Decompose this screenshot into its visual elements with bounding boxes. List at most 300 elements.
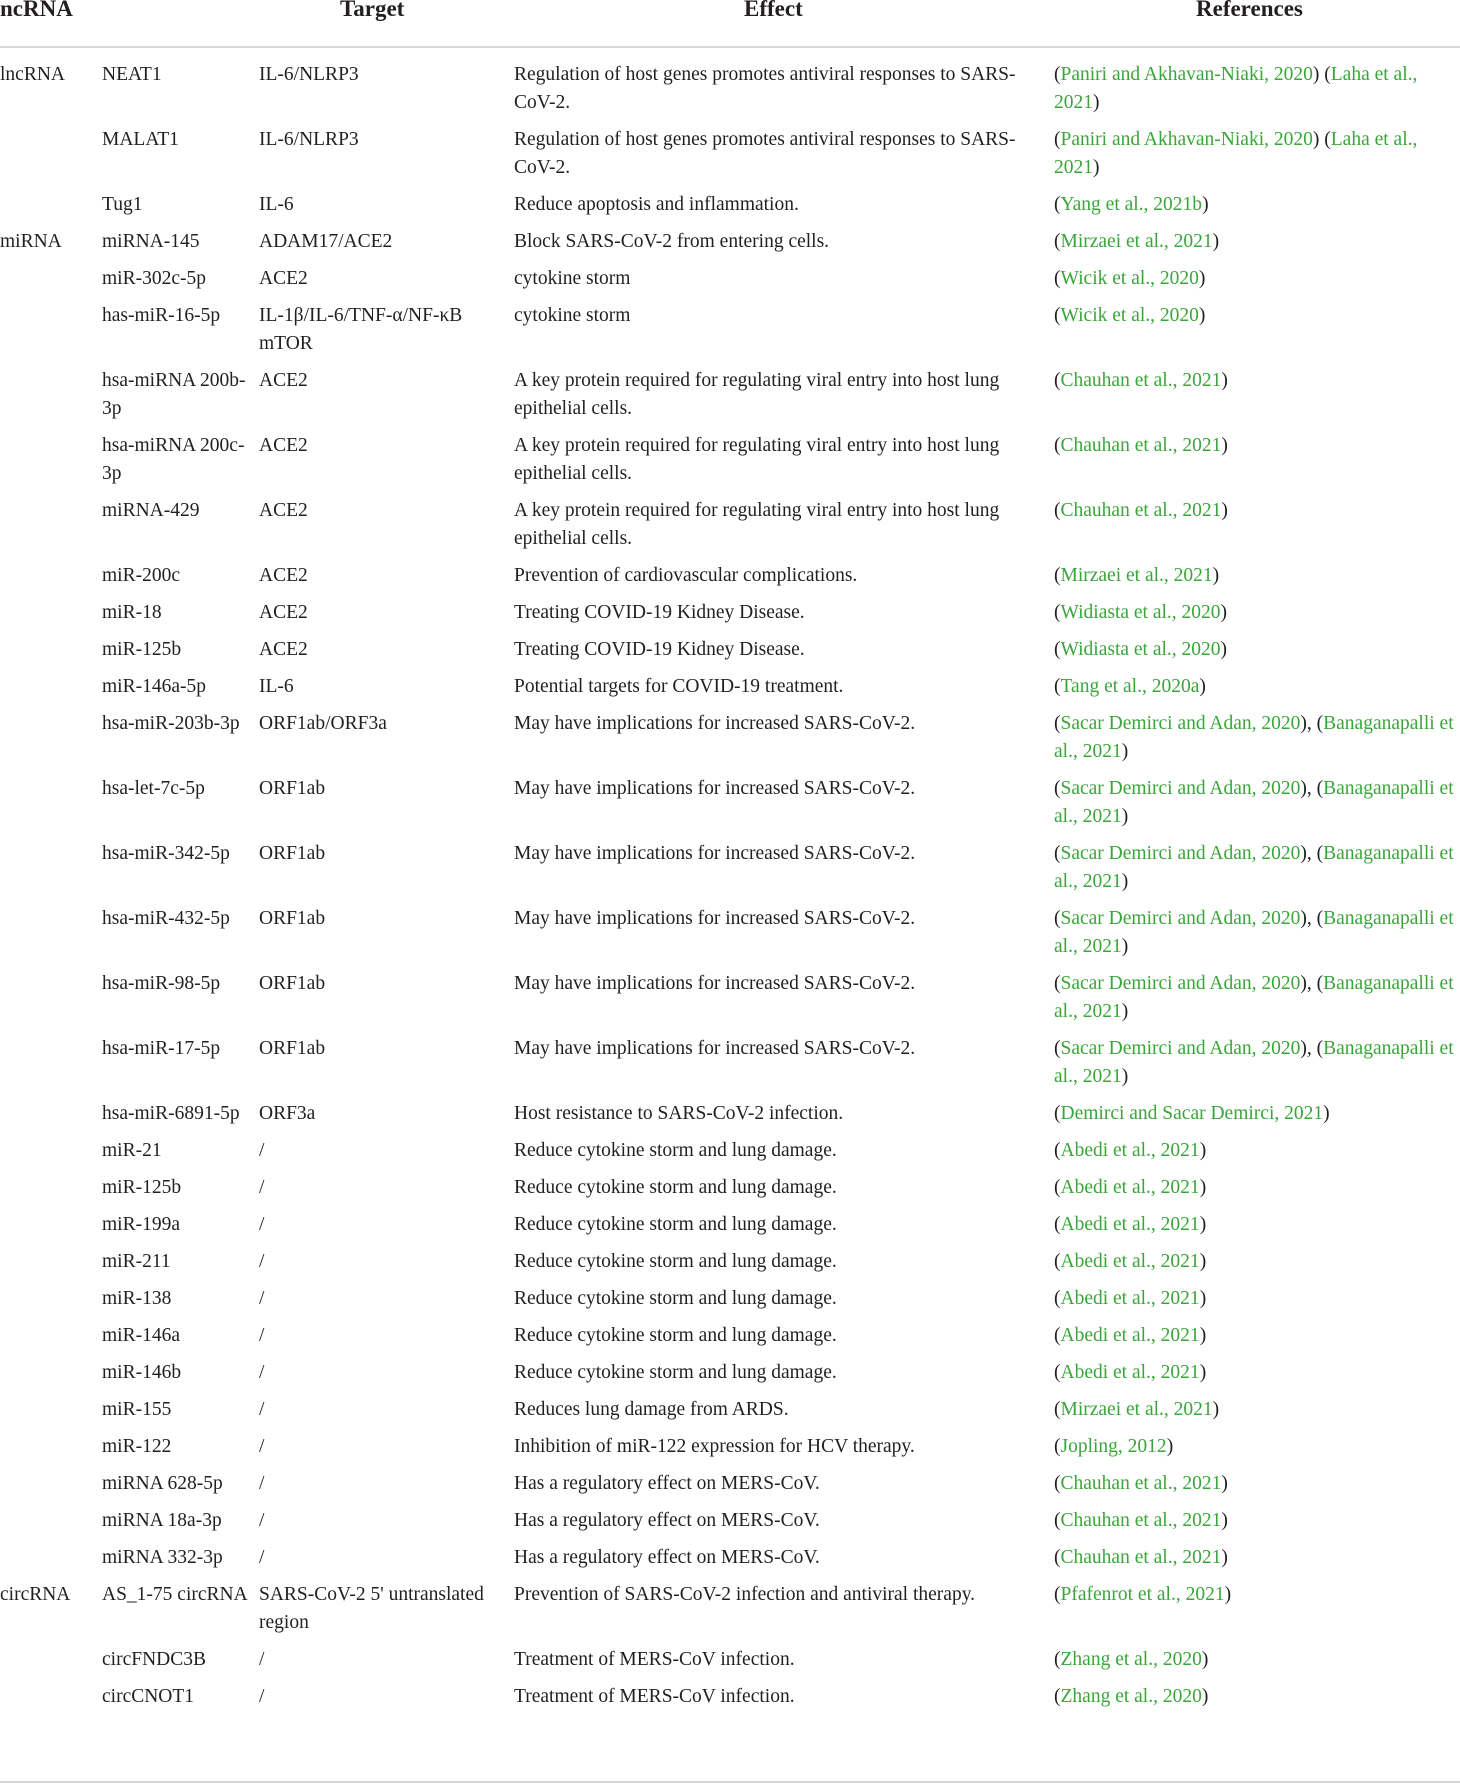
reference-punctuation: (: [1054, 1038, 1061, 1059]
reference-link[interactable]: Widiasta et al., 2020: [1060, 639, 1221, 660]
reference-link[interactable]: Banaganapalli et al., 2021: [1054, 843, 1454, 892]
target-cell: ACE2: [259, 435, 308, 456]
ncrna-name-cell: hsa-miRNA 200b-3p: [102, 370, 246, 419]
reference-punctuation: (: [1054, 1510, 1061, 1531]
target-cell: ACE2: [259, 565, 308, 586]
reference-punctuation: (: [1054, 129, 1061, 150]
reference-link[interactable]: Sacar Demirci and Adan, 2020: [1060, 778, 1301, 799]
effect-cell: Prevention of cardiovascular complications.: [514, 565, 858, 586]
reference-punctuation: ): [1201, 1686, 1209, 1707]
reference-punctuation: (: [1054, 1584, 1061, 1605]
effect-cell: Host resistance to SARS-CoV-2 infection.: [514, 1103, 844, 1124]
reference-link[interactable]: Pfafenrot et al., 2021: [1060, 1584, 1225, 1605]
target-cell: ACE2: [259, 602, 308, 623]
target-cell: ORF1ab: [259, 908, 326, 929]
ncrna-name-cell: miR-146a-5p: [102, 676, 206, 697]
table-row: [0, 1502, 1460, 1539]
table-row: [0, 1206, 1460, 1243]
reference-link[interactable]: Widiasta et al., 2020: [1060, 602, 1221, 623]
target-cell: IL-1β/IL-6/TNF-α/NF-κB mTOR: [259, 305, 463, 354]
references-cell: [1054, 228, 1460, 256]
reference-punctuation: ) (: [1312, 129, 1331, 150]
references-cell: [1054, 599, 1460, 627]
target-cell: SARS-CoV-2 5' untranslated region: [259, 1584, 484, 1633]
reference-link[interactable]: Mirzaei et al., 2021: [1060, 1399, 1213, 1420]
reference-punctuation: ): [1199, 1362, 1207, 1383]
table-bottom-rule: [0, 1781, 1460, 1783]
ncrna-name-cell: miRNA-145: [102, 231, 200, 252]
target-cell: IL-6/NLRP3: [259, 129, 359, 150]
references-cell: [1054, 1211, 1460, 1239]
table-row: [0, 186, 1460, 223]
reference-link[interactable]: Mirzaei et al., 2021: [1060, 231, 1213, 252]
effect-cell: May have implications for increased SARS-CoV-2.: [514, 1038, 916, 1059]
target-cell: /: [259, 1214, 265, 1235]
target-cell: ORF1ab: [259, 973, 326, 994]
reference-punctuation: ): [1212, 565, 1220, 586]
table-row: [0, 492, 1460, 557]
effect-cell: cytokine storm: [514, 268, 631, 289]
effect-cell: Has a regulatory effect on MERS-CoV.: [514, 1547, 820, 1568]
references-cell: [1054, 1035, 1460, 1091]
references-cell: [1054, 1100, 1460, 1128]
ncrna-name-cell: MALAT1: [102, 129, 179, 150]
effect-cell: Reduce cytokine storm and lung damage.: [514, 1251, 837, 1272]
table-row: [0, 1354, 1460, 1391]
reference-punctuation: (: [1054, 1686, 1061, 1707]
reference-link[interactable]: Zhang et al., 2020: [1060, 1649, 1202, 1670]
references-cell: [1054, 1470, 1460, 1498]
reference-punctuation: ): [1121, 1001, 1129, 1022]
table-body: [0, 56, 1460, 1715]
references-cell: [1054, 673, 1460, 701]
ncrna-name-cell: miR-138: [102, 1288, 172, 1309]
table-row: [0, 1030, 1460, 1095]
references-cell: [1054, 1359, 1460, 1387]
ncrna-name-cell: NEAT1: [102, 64, 162, 85]
references-cell: [1054, 1322, 1460, 1350]
ncrna-name-cell: miRNA 18a-3p: [102, 1510, 222, 1531]
references-cell: [1054, 1581, 1460, 1609]
reference-punctuation: ): [1198, 268, 1206, 289]
reference-punctuation: ): [1212, 1399, 1220, 1420]
ncrna-name-cell: hsa-miR-432-5p: [102, 908, 230, 929]
table-row: [0, 260, 1460, 297]
reference-link[interactable]: Chauhan et al., 2021: [1060, 500, 1222, 521]
reference-punctuation: ): [1121, 806, 1129, 827]
effect-cell: A key protein required for regulating viral entry into host lung epithelial cells.: [514, 500, 1000, 549]
target-cell: ORF1ab/ORF3a: [259, 713, 387, 734]
ncrna-name-cell: miR-21: [102, 1140, 162, 1161]
table-row: [0, 1280, 1460, 1317]
ncrna-name-cell: miR-18: [102, 602, 162, 623]
reference-punctuation: ): [1199, 1288, 1207, 1309]
ncrna-name-cell: miR-122: [102, 1436, 172, 1457]
reference-link[interactable]: Tang et al., 2020a: [1060, 676, 1200, 697]
reference-link[interactable]: Chauhan et al., 2021: [1060, 1510, 1222, 1531]
reference-punctuation: (: [1054, 1251, 1061, 1272]
target-cell: ADAM17/ACE2: [259, 231, 393, 252]
references-cell: [1054, 367, 1460, 395]
category-cell: lncRNA: [0, 64, 65, 85]
table-row: [0, 1095, 1460, 1132]
table-row: [0, 631, 1460, 668]
target-cell: IL-6: [259, 676, 294, 697]
references-cell: [1054, 1507, 1460, 1535]
references-cell: [1054, 840, 1460, 896]
reference-punctuation: ): [1221, 370, 1228, 391]
table-row: [0, 297, 1460, 362]
reference-punctuation: ): [1199, 1251, 1207, 1272]
reference-link[interactable]: Abedi et al., 2021: [1060, 1362, 1200, 1383]
ncrna-name-cell: miRNA 628-5p: [102, 1473, 223, 1494]
table-row: [0, 1132, 1460, 1169]
target-cell: ORF1ab: [259, 778, 326, 799]
reference-link[interactable]: Wicik et al., 2020: [1060, 305, 1199, 326]
reference-punctuation: (: [1054, 268, 1061, 289]
header-target: Target: [340, 0, 405, 21]
reference-punctuation: (: [1054, 1177, 1061, 1198]
header-effect: Effect: [744, 0, 803, 21]
reference-punctuation: ): [1121, 936, 1129, 957]
reference-punctuation: (: [1054, 639, 1061, 660]
reference-link[interactable]: Abedi et al., 2021: [1060, 1140, 1200, 1161]
ncrna-name-cell: miR-125b: [102, 639, 182, 660]
reference-link[interactable]: Sacar Demirci and Adan, 2020: [1060, 843, 1301, 864]
references-cell: [1054, 1137, 1460, 1165]
effect-cell: A key protein required for regulating viral entry into host lung epithelial cells.: [514, 435, 1000, 484]
reference-punctuation: ): [1199, 1325, 1207, 1346]
reference-link[interactable]: Sacar Demirci and Adan, 2020: [1060, 973, 1301, 994]
table-row: [0, 427, 1460, 492]
ncrna-name-cell: hsa-let-7c-5p: [102, 778, 205, 799]
effect-cell: May have implications for increased SARS-CoV-2.: [514, 908, 916, 929]
references-cell: [1054, 61, 1460, 117]
references-cell: [1054, 970, 1460, 1026]
effect-cell: Reduce cytokine storm and lung damage.: [514, 1325, 837, 1346]
reference-link[interactable]: Banaganapalli et al., 2021: [1054, 778, 1454, 827]
table-row: [0, 223, 1460, 260]
reference-punctuation: (: [1054, 500, 1061, 521]
reference-punctuation: (: [1054, 64, 1061, 85]
effect-cell: Treating COVID-19 Kidney Disease.: [514, 602, 805, 623]
effect-cell: Inhibition of miR-122 expression for HCV therapy.: [514, 1436, 915, 1457]
effect-cell: Reduces lung damage from ARDS.: [514, 1399, 789, 1420]
reference-punctuation: (: [1054, 370, 1061, 391]
ncrna-name-cell: circFNDC3B: [102, 1649, 206, 1670]
references-cell: [1054, 497, 1460, 525]
reference-punctuation: ): [1323, 1103, 1330, 1124]
reference-punctuation: ): [1121, 741, 1129, 762]
category-cell: miRNA: [0, 231, 62, 252]
target-cell: /: [259, 1325, 265, 1346]
effect-cell: Treatment of MERS-CoV infection.: [514, 1686, 795, 1707]
references-cell: [1054, 1174, 1460, 1202]
category-cell: circRNA: [0, 1584, 71, 1605]
effect-cell: Regulation of host genes promotes antiviral responses to SARS-CoV-2.: [514, 64, 1016, 113]
effect-cell: Block SARS-CoV-2 from entering cells.: [514, 231, 830, 252]
effect-cell: May have implications for increased SARS-CoV-2.: [514, 713, 916, 734]
references-cell: [1054, 1285, 1460, 1313]
ncrna-name-cell: miR-211: [102, 1251, 171, 1272]
reference-punctuation: (: [1054, 908, 1061, 929]
ncrna-name-cell: hsa-miR-203b-3p: [102, 713, 240, 734]
target-cell: /: [259, 1177, 265, 1198]
ncrna-name-cell: miRNA 332-3p: [102, 1547, 223, 1568]
references-cell: [1054, 1544, 1460, 1572]
reference-link[interactable]: Sacar Demirci and Adan, 2020: [1060, 908, 1301, 929]
reference-punctuation: (: [1054, 1325, 1061, 1346]
reference-link[interactable]: Abedi et al., 2021: [1060, 1325, 1200, 1346]
reference-punctuation: (: [1054, 1214, 1061, 1235]
reference-link[interactable]: Abedi et al., 2021: [1060, 1214, 1200, 1235]
reference-punctuation: ): [1093, 157, 1100, 178]
ncrna-name-cell: Tug1: [102, 194, 143, 215]
reference-link[interactable]: Zhang et al., 2020: [1060, 1686, 1202, 1707]
reference-link[interactable]: Chauhan et al., 2021: [1060, 370, 1222, 391]
reference-link[interactable]: Abedi et al., 2021: [1060, 1177, 1200, 1198]
reference-punctuation: (: [1054, 1288, 1061, 1309]
reference-link[interactable]: Banaganapalli et al., 2021: [1054, 973, 1454, 1022]
target-cell: ORF3a: [259, 1103, 316, 1124]
target-cell: ACE2: [259, 370, 308, 391]
reference-link[interactable]: Chauhan et al., 2021: [1060, 435, 1222, 456]
effect-cell: Has a regulatory effect on MERS-CoV.: [514, 1473, 820, 1494]
table-row: [0, 121, 1460, 186]
effect-cell: May have implications for increased SARS-CoV-2.: [514, 778, 916, 799]
reference-punctuation: ), (: [1300, 973, 1324, 994]
ncrna-name-cell: miR-125b: [102, 1177, 182, 1198]
target-cell: ORF1ab: [259, 843, 326, 864]
reference-punctuation: ): [1201, 1649, 1209, 1670]
target-cell: /: [259, 1288, 265, 1309]
reference-punctuation: ): [1199, 676, 1206, 697]
effect-cell: cytokine storm: [514, 305, 631, 326]
reference-punctuation: ), (: [1300, 1038, 1324, 1059]
reference-punctuation: ): [1166, 1436, 1174, 1457]
reference-punctuation: ), (: [1300, 843, 1324, 864]
table-row: [0, 668, 1460, 705]
reference-link[interactable]: Banaganapalli et al., 2021: [1054, 908, 1454, 957]
reference-link[interactable]: Laha et al., 2021: [1054, 129, 1418, 178]
references-cell: [1054, 710, 1460, 766]
effect-cell: Reduce cytokine storm and lung damage.: [514, 1177, 837, 1198]
table-row: [0, 362, 1460, 427]
reference-punctuation: ): [1221, 1547, 1228, 1568]
effect-cell: Prevention of SARS-CoV-2 infection and antiviral therapy.: [514, 1584, 976, 1605]
table-row: [0, 1641, 1460, 1678]
reference-punctuation: (: [1054, 305, 1061, 326]
reference-punctuation: ): [1199, 1140, 1207, 1161]
effect-cell: Reduce cytokine storm and lung damage.: [514, 1214, 837, 1235]
references-cell: [1054, 1248, 1460, 1276]
ncrna-name-cell: hsa-miR-6891-5p: [102, 1103, 240, 1124]
table-row: [0, 1465, 1460, 1502]
table-row: [0, 1317, 1460, 1354]
ncrna-name-cell: miRNA-429: [102, 500, 200, 521]
table-row: [0, 835, 1460, 900]
target-cell: IL-6/NLRP3: [259, 64, 359, 85]
target-cell: ACE2: [259, 639, 308, 660]
table-header: [0, 0, 1460, 48]
reference-punctuation: (: [1054, 973, 1061, 994]
target-cell: /: [259, 1436, 265, 1457]
reference-link[interactable]: Demirci and Sacar Demirci, 2021: [1060, 1103, 1324, 1124]
references-cell: [1054, 265, 1460, 293]
reference-link[interactable]: Abedi et al., 2021: [1060, 1288, 1200, 1309]
reference-punctuation: ): [1198, 305, 1206, 326]
header-ncrna: ncRNA: [0, 0, 73, 21]
references-cell: [1054, 775, 1460, 831]
reference-punctuation: ): [1202, 194, 1209, 215]
reference-punctuation: (: [1054, 565, 1061, 586]
reference-punctuation: (: [1054, 1473, 1061, 1494]
reference-link[interactable]: Abedi et al., 2021: [1060, 1251, 1200, 1272]
table-row: [0, 770, 1460, 835]
references-cell: [1054, 1396, 1460, 1424]
target-cell: /: [259, 1251, 265, 1272]
target-cell: /: [259, 1473, 265, 1494]
references-cell: [1054, 905, 1460, 961]
effect-cell: May have implications for increased SARS-CoV-2.: [514, 843, 916, 864]
ncrna-name-cell: hsa-miRNA 200c-3p: [102, 435, 245, 484]
ncrna-name-cell: miR-146b: [102, 1362, 182, 1383]
target-cell: /: [259, 1140, 265, 1161]
target-cell: ACE2: [259, 268, 308, 289]
reference-punctuation: ): [1224, 1584, 1232, 1605]
reference-link[interactable]: Sacar Demirci and Adan, 2020: [1060, 713, 1301, 734]
reference-punctuation: (: [1054, 1649, 1061, 1670]
reference-punctuation: (: [1054, 1547, 1061, 1568]
reference-link[interactable]: Sacar Demirci and Adan, 2020: [1060, 1038, 1301, 1059]
effect-cell: Treating COVID-19 Kidney Disease.: [514, 639, 805, 660]
reference-punctuation: (: [1054, 194, 1061, 215]
target-cell: /: [259, 1547, 265, 1568]
table-row: [0, 1678, 1460, 1715]
effect-cell: Reduce apoptosis and inflammation.: [514, 194, 799, 215]
reference-punctuation: ): [1220, 602, 1228, 623]
references-cell: [1054, 1646, 1460, 1674]
reference-link[interactable]: Yang et al., 2021b: [1060, 194, 1203, 215]
reference-punctuation: (: [1054, 1399, 1061, 1420]
reference-punctuation: (: [1054, 1140, 1061, 1161]
effect-cell: Potential targets for COVID-19 treatment.: [514, 676, 844, 697]
reference-punctuation: (: [1054, 435, 1061, 456]
reference-punctuation: ), (: [1300, 908, 1324, 929]
effect-cell: Reduce cytokine storm and lung damage.: [514, 1140, 837, 1161]
reference-punctuation: ): [1199, 1177, 1207, 1198]
reference-link[interactable]: Laha et al., 2021: [1054, 64, 1418, 113]
ncrna-name-cell: circCNOT1: [102, 1686, 195, 1707]
reference-punctuation: ): [1221, 500, 1228, 521]
references-cell: [1054, 1433, 1460, 1461]
table-row: [0, 1391, 1460, 1428]
reference-link[interactable]: Wicik et al., 2020: [1060, 268, 1199, 289]
target-cell: IL-6: [259, 194, 294, 215]
target-cell: /: [259, 1686, 265, 1707]
effect-cell: Reduce cytokine storm and lung damage.: [514, 1362, 837, 1383]
reference-punctuation: (: [1054, 843, 1061, 864]
target-cell: /: [259, 1649, 265, 1670]
ncrna-name-cell: miR-146a: [102, 1325, 180, 1346]
header-references: References: [1196, 0, 1303, 21]
reference-punctuation: ): [1221, 1473, 1228, 1494]
reference-punctuation: ): [1199, 1214, 1207, 1235]
target-cell: ACE2: [259, 500, 308, 521]
ncrna-name-cell: miR-155: [102, 1399, 172, 1420]
table-row: [0, 1243, 1460, 1280]
target-cell: /: [259, 1510, 265, 1531]
target-cell: /: [259, 1362, 265, 1383]
references-cell: [1054, 636, 1460, 664]
reference-punctuation: ): [1212, 231, 1220, 252]
table-row: [0, 1169, 1460, 1206]
references-cell: [1054, 1683, 1460, 1711]
reference-punctuation: (: [1054, 676, 1061, 697]
reference-punctuation: (: [1054, 713, 1061, 734]
table-row: [0, 900, 1460, 965]
table-row: [0, 1576, 1460, 1641]
effect-cell: A key protein required for regulating viral entry into host lung epithelial cells.: [514, 370, 1000, 419]
reference-punctuation: ): [1221, 1510, 1228, 1531]
reference-punctuation: ), (: [1300, 713, 1324, 734]
ncrna-name-cell: miR-199a: [102, 1214, 180, 1235]
reference-link[interactable]: Chauhan et al., 2021: [1060, 1547, 1222, 1568]
references-cell: [1054, 562, 1460, 590]
reference-punctuation: ): [1221, 435, 1228, 456]
reference-punctuation: (: [1054, 231, 1061, 252]
reference-link[interactable]: Mirzaei et al., 2021: [1060, 565, 1213, 586]
ncrna-name-cell: hsa-miR-342-5p: [102, 843, 230, 864]
reference-link[interactable]: Banaganapalli et al., 2021: [1054, 1038, 1454, 1087]
ncrna-name-cell: hsa-miR-98-5p: [102, 973, 221, 994]
reference-punctuation: ): [1220, 639, 1228, 660]
table-row: [0, 705, 1460, 770]
reference-punctuation: ): [1121, 871, 1129, 892]
ncrna-name-cell: AS_1-75 circRNA: [102, 1584, 248, 1605]
effect-cell: May have implications for increased SARS-CoV-2.: [514, 973, 916, 994]
reference-punctuation: ): [1121, 1066, 1129, 1087]
reference-link[interactable]: Banaganapalli et al., 2021: [1054, 713, 1454, 762]
effect-cell: Treatment of MERS-CoV infection.: [514, 1649, 795, 1670]
reference-punctuation: ): [1093, 92, 1100, 113]
ncrna-name-cell: miR-302c-5p: [102, 268, 206, 289]
target-cell: /: [259, 1399, 265, 1420]
references-cell: [1054, 302, 1460, 330]
reference-punctuation: ) (: [1312, 64, 1331, 85]
references-cell: [1054, 432, 1460, 460]
reference-punctuation: (: [1054, 1362, 1061, 1383]
effect-cell: Has a regulatory effect on MERS-CoV.: [514, 1510, 820, 1531]
references-cell: [1054, 126, 1460, 182]
reference-punctuation: (: [1054, 1103, 1061, 1124]
reference-punctuation: ), (: [1300, 778, 1324, 799]
target-cell: ORF1ab: [259, 1038, 326, 1059]
reference-punctuation: (: [1054, 602, 1061, 623]
reference-link[interactable]: Chauhan et al., 2021: [1060, 1473, 1222, 1494]
reference-link[interactable]: Jopling, 2012: [1060, 1436, 1167, 1457]
reference-link[interactable]: Paniri and Akhavan-Niaki, 2020: [1060, 64, 1313, 85]
table-row: [0, 56, 1460, 121]
ncrna-name-cell: has-miR-16-5p: [102, 305, 221, 326]
reference-punctuation: (: [1054, 778, 1061, 799]
table-row: [0, 965, 1460, 1030]
reference-punctuation: (: [1054, 1436, 1061, 1457]
table-row: [0, 1428, 1460, 1465]
ncrna-name-cell: hsa-miR-17-5p: [102, 1038, 221, 1059]
reference-link[interactable]: Paniri and Akhavan-Niaki, 2020: [1060, 129, 1313, 150]
table-row: [0, 594, 1460, 631]
